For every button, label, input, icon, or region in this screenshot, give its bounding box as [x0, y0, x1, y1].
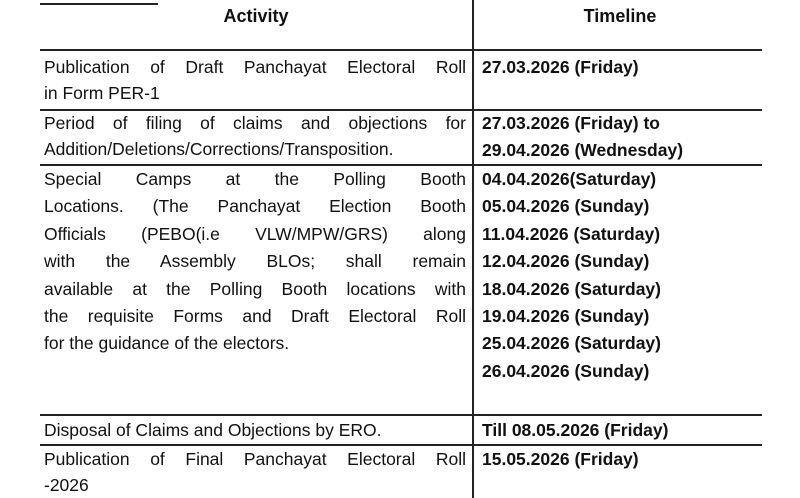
timeline-line: 27.03.2026 (Friday) to [482, 113, 660, 133]
activity-line: Officials (PEBO(i.e VLW/MPW/GRS) along [44, 223, 466, 244]
timeline-line: 12.04.2026 (Sunday) [482, 251, 650, 272]
activity-line: Locations. (The Panchayat Election Booth [44, 196, 466, 217]
timeline-line: 15.05.2026 (Friday) [482, 449, 639, 469]
activity-line: -2026 [44, 475, 89, 495]
timeline-line: 25.04.2026 (Saturday) [482, 333, 661, 354]
row-5-timeline [482, 446, 782, 473]
timeline-line: 27.03.2026 (Friday) [482, 57, 639, 77]
timeline-line: 05.04.2026 (Sunday) [482, 196, 650, 217]
column-divider [472, 0, 474, 498]
activity-line: Publication of Draft Panchayat Electoral Roll [44, 57, 466, 77]
timeline-line: 04.04.2026(Saturday) [482, 169, 657, 189]
row-1-timeline [482, 54, 782, 81]
timeline-line: 29.04.2026 (Wednesday) [482, 139, 684, 160]
activity-line: the requisite Forms and Draft Electoral Roll [44, 306, 466, 327]
header-timeline: Timeline [583, 6, 657, 26]
header-rule [40, 49, 762, 51]
row-3-activity [44, 166, 466, 358]
activity-line: Disposal of Claims and Objections by ERO. [44, 420, 382, 440]
row-5-activity [44, 446, 466, 498]
timeline-line: 11.04.2026 (Saturday) [482, 223, 661, 244]
activity-line: in Form PER-1 [44, 83, 160, 103]
row-2-activity [44, 110, 466, 162]
header-activity: Activity [223, 6, 289, 26]
row-2-timeline [482, 110, 782, 163]
activity-line: Special Camps at the Polling Booth [44, 169, 466, 189]
row-rule-3 [40, 414, 762, 416]
activity-line: Addition/Deletions/Corrections/Transposition. [44, 139, 394, 159]
row-4-activity [44, 417, 466, 443]
row-4-timeline [482, 417, 782, 444]
activity-line: for the guidance of the electors. [44, 333, 290, 354]
activity-line: available at the Polling Booth locations with [44, 278, 466, 299]
row-1-activity [44, 54, 466, 106]
activity-line: Period of filing of claims and objections for [44, 113, 466, 133]
row-3-timeline [482, 166, 782, 385]
timeline-line: Till 08.05.2026 (Friday) [482, 420, 669, 440]
activity-line: with the Assembly BLOs; shall remain [44, 251, 466, 272]
top-rule [40, 3, 158, 5]
activity-line: Publication of Final Panchayat Electoral Roll [44, 449, 466, 469]
timeline-line: 26.04.2026 (Sunday) [482, 360, 650, 381]
timeline-line: 18.04.2026 (Saturday) [482, 278, 661, 299]
timeline-line: 19.04.2026 (Sunday) [482, 306, 650, 327]
